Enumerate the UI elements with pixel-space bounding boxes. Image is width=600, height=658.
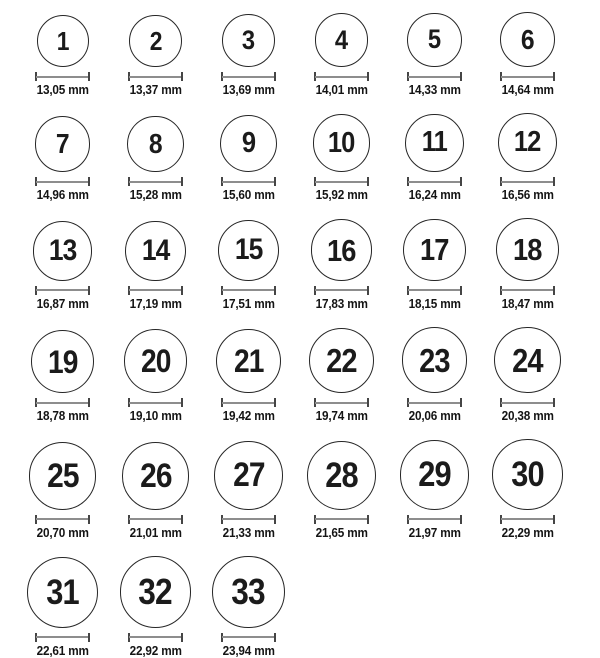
- ruler-line: [408, 402, 461, 404]
- diameter-ruler: [221, 286, 276, 295]
- ring-circle: [27, 557, 98, 628]
- ring-size-cell: [481, 327, 574, 423]
- ring-circle: [311, 219, 372, 280]
- ruler-right-tick-icon: [460, 177, 462, 186]
- ring-size-number: 21: [233, 342, 264, 379]
- ring-size-number: 27: [232, 456, 265, 495]
- diameter-ruler: [35, 177, 90, 186]
- ring-circle: [122, 442, 190, 510]
- diameter-label: 19,10 mm: [129, 409, 182, 424]
- diameter-ruler: [407, 398, 462, 407]
- ruler-line: [408, 76, 461, 78]
- ring-circle: [120, 556, 192, 628]
- ruler-right-tick-icon: [88, 633, 90, 642]
- ring-size-cell: [16, 330, 109, 423]
- ring-circle: [212, 556, 284, 628]
- ruler-right-tick-icon: [181, 398, 183, 407]
- ruler-line: [501, 181, 554, 183]
- ruler-right-tick-icon: [553, 177, 555, 186]
- ruler-right-tick-icon: [553, 398, 555, 407]
- ruler-line: [129, 76, 182, 78]
- diameter-label: 20,06 mm: [408, 409, 461, 424]
- ring-circle: [129, 15, 182, 68]
- ring-circle: [33, 221, 93, 281]
- ruler-right-tick-icon: [367, 72, 369, 81]
- ring-size-cell: [388, 219, 481, 311]
- ring-size-cell: [388, 327, 481, 423]
- ruler-right-tick-icon: [367, 286, 369, 295]
- diameter-ruler: [221, 177, 276, 186]
- diameter-label: 13,05 mm: [36, 83, 89, 98]
- ruler-right-tick-icon: [274, 515, 276, 524]
- ring-size-number: 2: [149, 25, 162, 56]
- diameter-ruler: [128, 398, 183, 407]
- ruler-right-tick-icon: [181, 286, 183, 295]
- ring-size-number: 19: [47, 343, 78, 380]
- ruler-line: [36, 636, 89, 638]
- ring-circle: [218, 220, 279, 281]
- ring-size-number: 16: [327, 232, 356, 268]
- diameter-ruler: [128, 515, 183, 524]
- ring-size-row: [16, 556, 600, 658]
- ring-size-cell: [295, 13, 388, 97]
- ruler-line: [129, 402, 182, 404]
- ruler-line: [129, 518, 182, 520]
- diameter-ruler: [35, 72, 90, 81]
- ruler-right-tick-icon: [274, 72, 276, 81]
- ring-circle: [124, 329, 188, 393]
- ruler-right-tick-icon: [88, 72, 90, 81]
- ruler-right-tick-icon: [274, 177, 276, 186]
- ring-size-number: 20: [140, 343, 171, 380]
- diameter-ruler: [128, 633, 183, 642]
- ring-size-row: [16, 327, 600, 423]
- ring-size-number: 14: [141, 233, 170, 267]
- diameter-ruler: [35, 398, 90, 407]
- ruler-right-tick-icon: [88, 286, 90, 295]
- ring-size-number: 23: [419, 341, 450, 379]
- diameter-label: 15,28 mm: [129, 188, 182, 203]
- ring-size-number: 30: [511, 454, 544, 494]
- ring-size-cell: [109, 442, 202, 540]
- ring-size-number: 10: [328, 126, 355, 159]
- ring-size-number: 13: [48, 233, 77, 267]
- ring-size-cell: [295, 441, 388, 540]
- diameter-ruler: [221, 633, 276, 642]
- ruler-right-tick-icon: [181, 72, 183, 81]
- ruler-line: [315, 402, 368, 404]
- diameter-ruler: [221, 398, 276, 407]
- ring-circle: [125, 221, 185, 281]
- ruler-line: [315, 76, 368, 78]
- ring-size-cell: [202, 14, 295, 97]
- ring-size-cell: [295, 114, 388, 202]
- ring-size-number: 26: [139, 456, 172, 495]
- ring-size-cell: [16, 221, 109, 311]
- diameter-label: 18,47 mm: [501, 296, 554, 311]
- diameter-ruler: [500, 72, 555, 81]
- ring-circle: [498, 113, 557, 172]
- ring-circle: [405, 114, 463, 172]
- ruler-line: [408, 289, 461, 291]
- diameter-ruler: [35, 515, 90, 524]
- ring-size-cell: [481, 12, 574, 97]
- ring-size-cell: [481, 439, 574, 539]
- ruler-right-tick-icon: [88, 398, 90, 407]
- diameter-label: 14,64 mm: [501, 83, 554, 98]
- ring-size-row: [16, 113, 600, 202]
- diameter-label: 13,69 mm: [222, 83, 275, 98]
- ruler-line: [129, 289, 182, 291]
- ruler-right-tick-icon: [553, 515, 555, 524]
- ring-size-number: 17: [420, 232, 449, 268]
- ring-size-number: 22: [326, 342, 357, 380]
- ring-size-cell: [109, 329, 202, 423]
- ring-size-cell: [16, 557, 109, 658]
- ring-size-cell: [388, 13, 481, 98]
- ring-size-number: 31: [46, 572, 79, 612]
- ruler-line: [501, 76, 554, 78]
- diameter-ruler: [35, 286, 90, 295]
- ruler-right-tick-icon: [274, 633, 276, 642]
- ruler-right-tick-icon: [181, 177, 183, 186]
- ring-circle: [402, 327, 468, 393]
- diameter-ruler: [128, 177, 183, 186]
- ring-size-cell: [16, 15, 109, 97]
- ring-size-number: 15: [234, 233, 263, 267]
- ring-size-cell: [295, 328, 388, 423]
- ring-circle: [31, 330, 94, 393]
- diameter-label: 22,29 mm: [501, 525, 554, 540]
- diameter-label: 21,01 mm: [129, 525, 182, 540]
- diameter-label: 21,65 mm: [315, 525, 368, 540]
- ruler-right-tick-icon: [274, 286, 276, 295]
- ring-circle: [496, 218, 559, 281]
- diameter-label: 21,97 mm: [408, 525, 461, 540]
- diameter-ruler: [407, 177, 462, 186]
- ring-circle: [220, 115, 277, 172]
- ring-size-number: 5: [428, 24, 441, 55]
- ruler-right-tick-icon: [553, 286, 555, 295]
- ring-circle: [315, 13, 369, 67]
- diameter-label: 22,61 mm: [36, 643, 89, 658]
- diameter-ruler: [407, 72, 462, 81]
- ring-circle: [127, 116, 183, 172]
- ring-circle: [400, 440, 470, 510]
- ruler-line: [501, 402, 554, 404]
- ring-size-number: 4: [335, 24, 348, 55]
- ruler-right-tick-icon: [367, 515, 369, 524]
- ruler-line: [501, 518, 554, 520]
- ring-circle: [492, 439, 562, 509]
- ring-circle: [222, 14, 275, 67]
- diameter-ruler: [128, 72, 183, 81]
- diameter-ruler: [314, 177, 369, 186]
- diameter-label: 15,60 mm: [222, 188, 275, 203]
- ring-size-row: [16, 439, 600, 539]
- ring-size-cell: [481, 113, 574, 202]
- ring-size-number: 25: [46, 456, 79, 495]
- ring-size-number: 32: [138, 570, 173, 612]
- ring-circle: [494, 327, 560, 393]
- ruler-line: [36, 76, 89, 78]
- diameter-label: 21,33 mm: [222, 525, 275, 540]
- diameter-ruler: [500, 286, 555, 295]
- ruler-right-tick-icon: [181, 515, 183, 524]
- diameter-ruler: [500, 177, 555, 186]
- ring-size-cell: [109, 15, 202, 98]
- ruler-line: [222, 518, 275, 520]
- ruler-right-tick-icon: [367, 177, 369, 186]
- ring-size-number: 24: [512, 341, 543, 379]
- ring-size-cell: [109, 116, 202, 202]
- ruler-right-tick-icon: [181, 633, 183, 642]
- diameter-ruler: [500, 515, 555, 524]
- ruler-right-tick-icon: [553, 72, 555, 81]
- diameter-ruler: [35, 633, 90, 642]
- ruler-right-tick-icon: [460, 398, 462, 407]
- diameter-label: 19,42 mm: [222, 409, 275, 424]
- diameter-ruler: [314, 72, 369, 81]
- ring-size-number: 9: [241, 127, 256, 160]
- ruler-right-tick-icon: [460, 72, 462, 81]
- diameter-label: 18,78 mm: [36, 409, 89, 424]
- ruler-line: [36, 518, 89, 520]
- ruler-line: [315, 518, 368, 520]
- diameter-label: 22,92 mm: [129, 643, 182, 658]
- ring-size-cell: [295, 219, 388, 310]
- ring-circle: [307, 441, 376, 510]
- ruler-line: [36, 289, 89, 291]
- ring-size-number: 11: [421, 126, 448, 159]
- diameter-label: 20,70 mm: [36, 525, 89, 540]
- ring-circle: [214, 441, 282, 509]
- diameter-label: 19,74 mm: [315, 409, 368, 424]
- ring-size-cell: [109, 221, 202, 311]
- ring-size-number: 8: [149, 127, 162, 159]
- diameter-ruler: [128, 286, 183, 295]
- ring-size-cell: [202, 556, 295, 658]
- ring-circle: [29, 442, 96, 509]
- ring-size-row: [16, 12, 600, 97]
- diameter-label: 16,24 mm: [408, 188, 461, 203]
- diameter-label: 17,83 mm: [315, 296, 368, 311]
- ring-circle: [500, 12, 555, 67]
- diameter-ruler: [221, 72, 276, 81]
- diameter-ruler: [314, 398, 369, 407]
- ruler-line: [129, 636, 182, 638]
- ring-size-cell: [202, 441, 295, 539]
- diameter-label: 16,87 mm: [36, 296, 89, 311]
- ring-size-number: 12: [514, 126, 541, 159]
- ring-size-number: 3: [242, 25, 255, 56]
- diameter-ruler: [221, 515, 276, 524]
- diameter-ruler: [314, 515, 369, 524]
- ruler-right-tick-icon: [460, 286, 462, 295]
- ring-size-cell: [16, 442, 109, 539]
- ring-size-number: 29: [418, 455, 451, 495]
- ring-size-number: 33: [231, 570, 266, 612]
- ruler-line: [222, 181, 275, 183]
- diameter-label: 17,19 mm: [129, 296, 182, 311]
- ruler-line: [501, 289, 554, 291]
- ruler-line: [222, 402, 275, 404]
- diameter-ruler: [407, 286, 462, 295]
- diameter-ruler: [500, 398, 555, 407]
- ruler-line: [315, 289, 368, 291]
- ring-size-row: [16, 218, 600, 311]
- diameter-label: 20,38 mm: [501, 409, 554, 424]
- diameter-label: 14,33 mm: [408, 83, 461, 98]
- ring-size-number: 28: [325, 455, 358, 495]
- ruler-line: [222, 76, 275, 78]
- ring-size-cell: [388, 440, 481, 540]
- ring-circle: [313, 114, 371, 172]
- ring-size-number: 18: [513, 231, 542, 267]
- ruler-right-tick-icon: [88, 515, 90, 524]
- ring-size-cell: [109, 556, 202, 658]
- ring-size-cell: [202, 329, 295, 424]
- ring-circle: [37, 15, 89, 67]
- ring-size-cell: [202, 220, 295, 311]
- ring-circle: [216, 329, 281, 394]
- ruler-right-tick-icon: [367, 398, 369, 407]
- ruler-line: [408, 518, 461, 520]
- diameter-label: 13,37 mm: [129, 83, 182, 98]
- ring-size-cell: [481, 218, 574, 311]
- diameter-label: 17,51 mm: [222, 296, 275, 311]
- diameter-ruler: [407, 515, 462, 524]
- ruler-line: [222, 289, 275, 291]
- ring-circle: [309, 328, 374, 393]
- ruler-right-tick-icon: [88, 177, 90, 186]
- ruler-right-tick-icon: [460, 515, 462, 524]
- ring-size-cell: [388, 114, 481, 202]
- ring-size-number: 7: [56, 128, 69, 160]
- ring-circle: [407, 13, 462, 68]
- ring-size-cell: [16, 116, 109, 202]
- ring-size-cell: [202, 115, 295, 202]
- ring-size-number: 1: [56, 26, 69, 57]
- ruler-line: [129, 181, 182, 183]
- diameter-label: 16,56 mm: [501, 188, 554, 203]
- ring-circle: [35, 116, 91, 172]
- ring-circle: [403, 219, 465, 281]
- diameter-label: 14,96 mm: [36, 188, 89, 203]
- diameter-label: 15,92 mm: [315, 188, 368, 203]
- ruler-line: [36, 181, 89, 183]
- ruler-line: [315, 181, 368, 183]
- diameter-label: 18,15 mm: [408, 296, 461, 311]
- ruler-right-tick-icon: [274, 398, 276, 407]
- ruler-line: [408, 181, 461, 183]
- ruler-line: [222, 636, 275, 638]
- ruler-line: [36, 402, 89, 404]
- diameter-label: 14,01 mm: [315, 83, 368, 98]
- diameter-label: 23,94 mm: [222, 643, 275, 658]
- ring-size-number: 6: [521, 23, 534, 55]
- diameter-ruler: [314, 286, 369, 295]
